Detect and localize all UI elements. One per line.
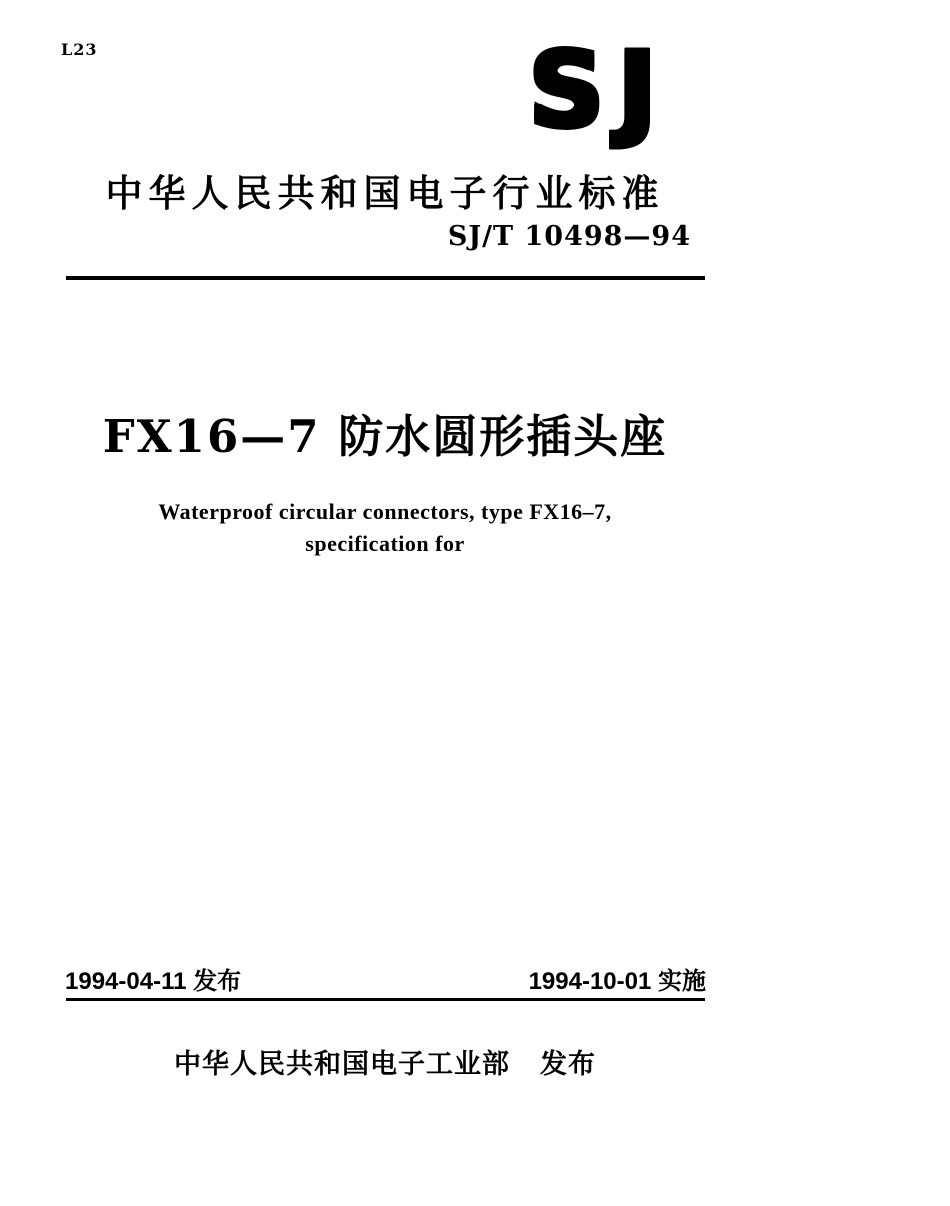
standard-number: SJ/T 10498—94 [447, 221, 691, 252]
document-title-english-line2: specification for [305, 531, 465, 556]
publish-action-label: 发布 [540, 1049, 596, 1079]
bottom-horizontal-rule [66, 998, 705, 1001]
standard-org-heading: 中华人民共和国电子行业标准 [105, 173, 665, 214]
document-title-chinese: FX16—7 防水圆形插头座 [102, 410, 668, 463]
document-title-english [65, 496, 705, 560]
publisher-line [65, 1042, 705, 1081]
sj-logo: SJ [529, 29, 671, 151]
document-title-english-line1: Waterproof circular connectors, type FX16–7, [158, 499, 612, 524]
publisher-name: 中华人民共和国电子工业部 [174, 1049, 510, 1079]
issue-date: 1994-04-11 发布 [65, 968, 242, 995]
top-horizontal-rule [66, 276, 705, 280]
dates-row [65, 961, 706, 996]
implementation-date: 1994-10-01 实施 [528, 968, 706, 995]
classification-code: L23 [61, 40, 98, 59]
